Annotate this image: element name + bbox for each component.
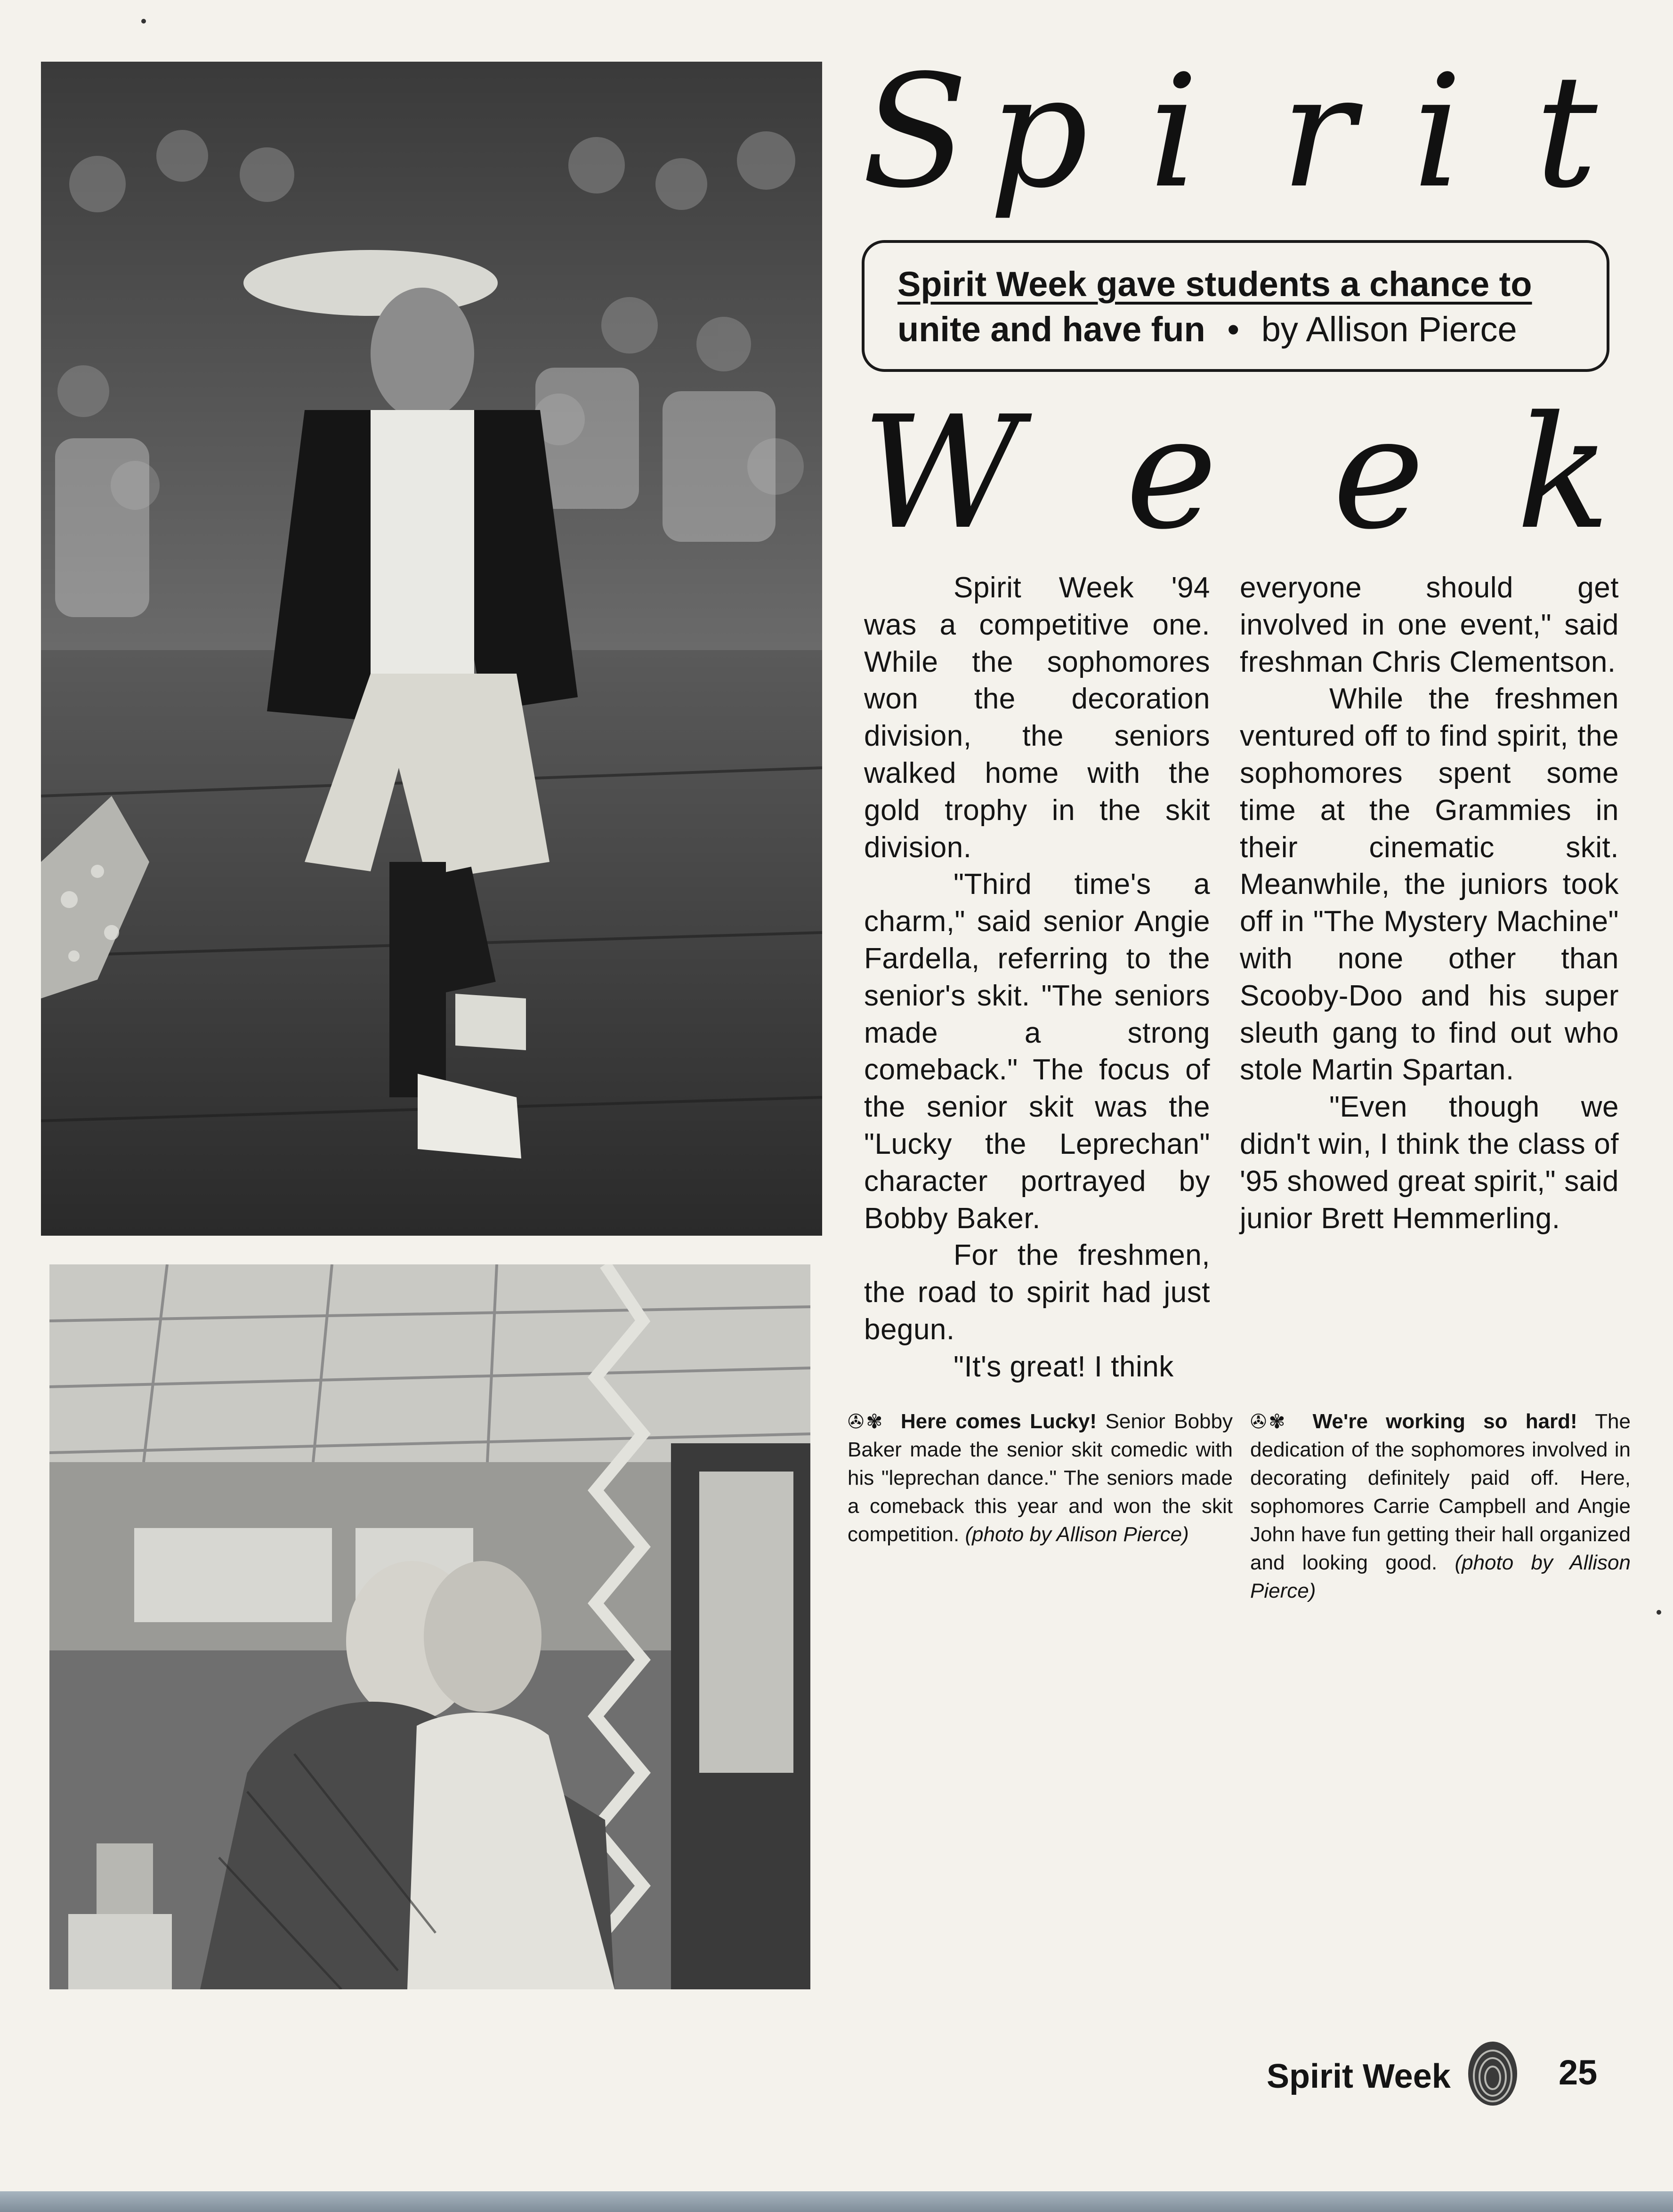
subtitle-tagline: unite and have fun: [897, 310, 1205, 349]
subtitle-box: [862, 240, 1609, 372]
caption-left: [848, 1408, 1233, 1549]
subtitle-line2: [897, 307, 1578, 352]
headline-letter: i: [1149, 41, 1199, 222]
headline-letter: r: [1281, 41, 1355, 222]
caption-ornament-icon: ✇✾: [1250, 1410, 1287, 1432]
article-column-right: [1240, 570, 1619, 1237]
headline-letter: S: [862, 41, 969, 222]
article-paragraph: Spirit Week '94 was a competitive one. While the sophomores won the decoration division, the seniors walked home with the gold trophy in the skit division.: [864, 571, 1210, 864]
headline-letter: k: [1516, 383, 1610, 563]
caption-lead: Here comes Lucky!: [900, 1410, 1097, 1433]
print-speck: [141, 19, 146, 24]
caption-credit: (photo by Allison Pierce): [1250, 1551, 1631, 1602]
subtitle-line1: Spirit Week gave students a chance to: [897, 265, 1532, 304]
article-column-left: [864, 570, 1210, 1386]
article-paragraph: "It's great! I think: [954, 1350, 1174, 1383]
headline-letter: p: [989, 41, 1089, 222]
subtitle-separator: •: [1227, 310, 1240, 349]
article-paragraph: "Third time's a charm," said senior Angie Fardella, referring to the senior's skit. "The seniors made a strong comeback." The focus of the senior skit was the "Lucky the Leprechan" character portrayed by Bobby Baker.: [864, 868, 1210, 1235]
caption-text: Senior Bobby Baker made the senior skit comedic with his "leprechan dance." The seniors made a comeback this year and won the skit competition.: [848, 1410, 1233, 1546]
headline-letter: W: [862, 383, 1022, 563]
headline-spirit: [862, 41, 1634, 233]
page-footer: [1267, 2038, 1606, 2114]
footer-section-label: Spirit Week: [1267, 2058, 1451, 2095]
article-paragraph: While the freshmen ventured off to find spirit, the sophomores spent some time at the Grammies in their cinematic skit. Meanwhile, the juniors took off in "The Mystery Machine" with none other than Scooby-Doo and his super sleuth gang to find out who stole Martin Spartan.: [1240, 683, 1619, 1086]
caption-lead: We're working so hard!: [1312, 1410, 1577, 1433]
article-paragraph: everyone should get involved in one event," said freshman Chris Clementson.: [1240, 571, 1619, 678]
page-edge-band: [0, 2191, 1673, 2212]
caption-ornament-icon: ✇✾: [848, 1410, 885, 1432]
headline-letter: e: [1333, 383, 1425, 563]
headline-letter: t: [1535, 41, 1598, 222]
article-paragraph: For the freshmen, the road to spirit had just begun.: [864, 1239, 1210, 1346]
headline-letter: e: [1125, 383, 1218, 563]
headline-letter: i: [1413, 41, 1463, 222]
subtitle-byline: by Allison Pierce: [1261, 310, 1517, 349]
fingerprint-emblem-icon: [1464, 2038, 1521, 2109]
caption-credit: (photo by Allison Pierce): [965, 1523, 1189, 1546]
headline-week: [862, 383, 1634, 574]
photo-leprechan-dance: [41, 62, 822, 1236]
photo-hallway-decorating: [49, 1264, 810, 1989]
page-number: 25: [1559, 2053, 1598, 2092]
print-speck: [1657, 1610, 1661, 1615]
caption-right: [1250, 1408, 1631, 1605]
article-paragraph: "Even though we didn't win, I think the class of '95 showed great spirit," said junior Brett Hemmerling.: [1240, 1091, 1619, 1235]
caption-text: The dedication of the sophomores involved in decorating definitely paid off. Here, sophomores Carrie Campbell and Angie John have fun getting their hall organized and looking good.: [1250, 1410, 1631, 1574]
